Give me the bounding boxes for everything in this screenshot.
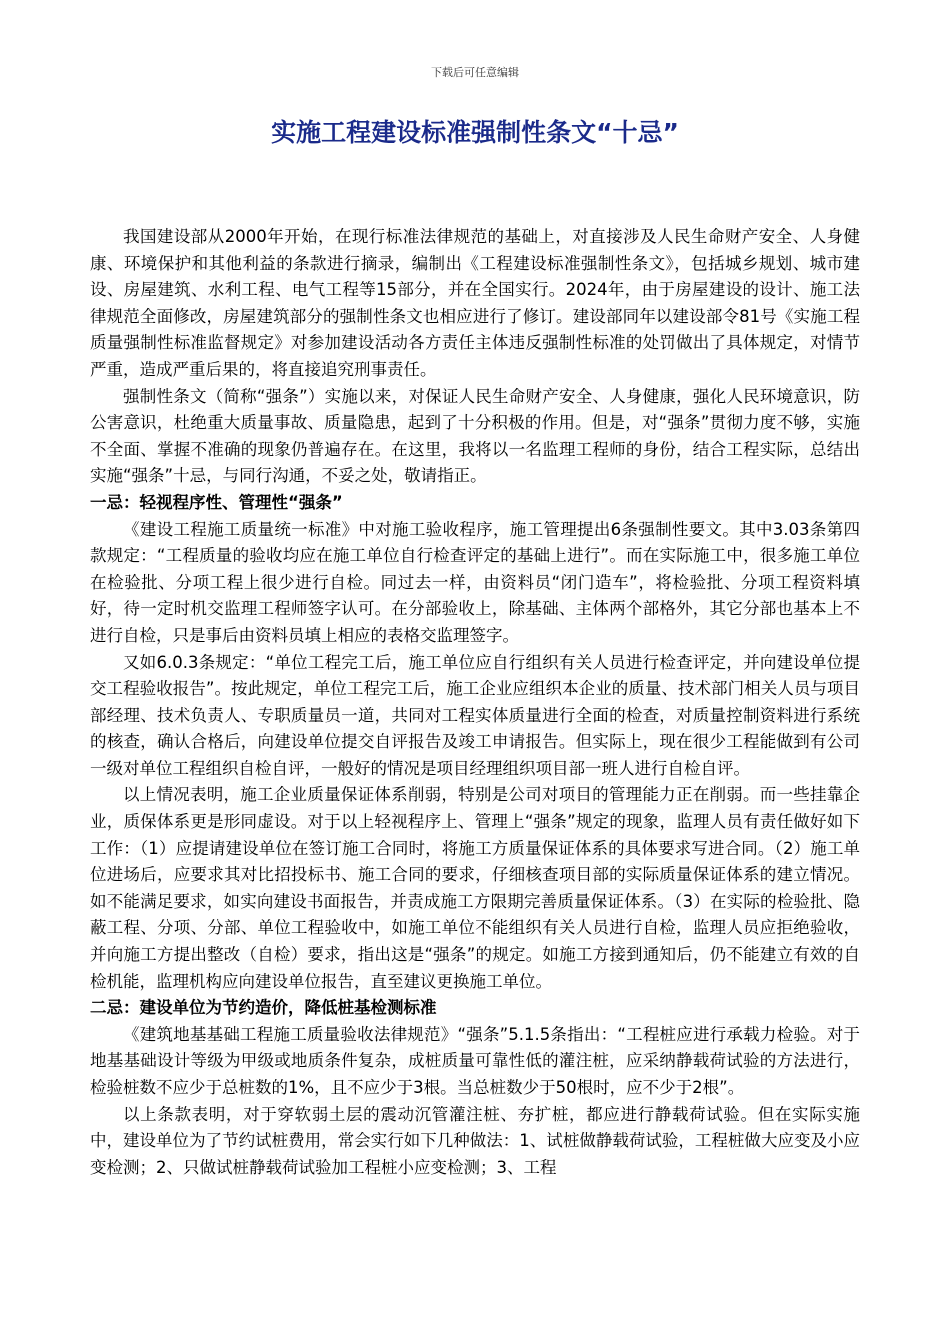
header-note: 下载后可任意编辑 <box>431 66 519 79</box>
paragraph: 以上情况表明，施工企业质量保证体系削弱，特别是公司对项目的管理能力正在削弱。而一些挂靠企业，质保体系更是形同虚设。对于以上轻视程序上、管理上“强条”规定的现象，监理人员有责任做好如下工作：（1）应提请建设单位在签订施工合同时，将施工方质量保证体系的具体要求写进合同。（2）施工单位进场后，应要求其对比招投标书、施工合同的要求，仔细核查项目部的实际质量保证体系的建立情况。如不能满足要求，如实向建设书面报告，并责成施工方限期完善质量保证体系。（3）在实际的检验批、隐蔽工程、分项、分部、单位工程验收中，如施工单位不能组织有关人员进行自检，监理人员应拒绝验收，并向施工方提出整改（自检）要求，指出这是“强条”的规定。如施工方接到通知后，仍不能建立有效的自检机能，监理机构应向建设单位报告，直至建议更换施工单位。 <box>90 785 860 991</box>
document-body <box>90 224 860 1181</box>
section-heading: 二忌：建设单位为节约造价，降低桩基检测标准 <box>90 998 437 1018</box>
section-heading: 一忌：轻视程序性、管理性“强条” <box>90 492 343 512</box>
paragraph: 以上条款表明，对于穿软弱土层的震动沉管灌注桩、夯扩桩，都应进行静载荷试验。但在实际实施中，建设单位为了节约试桩费用，常会实行如下几种做法：1、试桩做静载荷试验，工程桩做大应变及小应变检测；2、只做试桩静载荷试验加工程桩小应变检测；3、工程 <box>90 1104 860 1177</box>
paragraph: 《建筑地基基础工程施工质量验收法律规范》“强条”5.1.5条指出：“工程桩应进行承载力检验。对于地基基础设计等级为甲级或地质条件复杂，成桩质量可靠性低的灌注桩，应采纳静载荷试验的方法进行，检验桩数不应少于总桩数的1%，且不应少于3根。当总桩数少于50根时，应不少于2根”。 <box>90 1024 860 1097</box>
paragraph: 《建设工程施工质量统一标准》中对施工验收程序，施工管理提出6条强制性要文。其中3.03条第四款规定：“工程质量的验收均应在施工单位自行检查评定的基础上进行”。而在实际施工中，很多施工单位在检验批、分项工程上很少进行自检。同过去一样，由资料员“闭门造车”，将检验批、分项工程资料填好，待一定时机交监理工程师签字认可。在分部验收上，除基础、主体两个部格外，其它分部也基本上不进行自检，只是事后由资料员填上相应的表格交监理签字。 <box>90 519 860 645</box>
paragraph: 我国建设部从2000年开始，在现行标准法律规范的基础上，对直接涉及人民生命财产安全、人身健康、环境保护和其他利益的条款进行摘录，编制出《工程建设标准强制性条文》，包括城乡规划、城市建设、房屋建筑、水利工程、电气工程等15部分，并在全国实行。2024年，由于房屋建设的设计、施工法律规范全面修改，房屋建筑部分的强制性条文也相应进行了修订。建设部同年以建设部令81号《实施工程质量强制性标准监督规定》对参加建设活动各方责任主体违反强制性标准的处罚做出了具体规定，对情节严重，造成严重后果的，将直接追究刑事责任。 <box>90 227 860 379</box>
paragraph: 又如6.0.3条规定：“单位工程完工后，施工单位应自行组织有关人员进行检查评定，并向建设单位提交工程验收报告”。按此规定，单位工程完工后，施工企业应组织本企业的质量、技术部门相关人员与项目部经理、技术负责人、专职质量员一道，共同对工程实体质量进行全面的检查，对质量控制资料进行系统的核查，确认合格后，向建设单位提交自评报告及竣工申请报告。但实际上，现在很少工程能做到有公司一级对单位工程组织自检自评，一般好的情况是项目经理组织项目部一班人进行自检自评。 <box>90 652 860 778</box>
document-title: 实施工程建设标准强制性条文“十忌” <box>271 118 679 147</box>
paragraph: 强制性条文（简称“强条”）实施以来，对保证人民生命财产安全、人身健康，强化人民环境意识，防公害意识，杜绝重大质量事故、质量隐患，起到了十分积极的作用。但是，对“强条”贯彻力度不够，实施不全面、掌握不准确的现象仍普遍存在。在这里，我将以一名监理工程师的身份，结合工程实际，总结出实施“强条”十忌，与同行沟通，不妥之处，敬请指正。 <box>90 386 860 486</box>
